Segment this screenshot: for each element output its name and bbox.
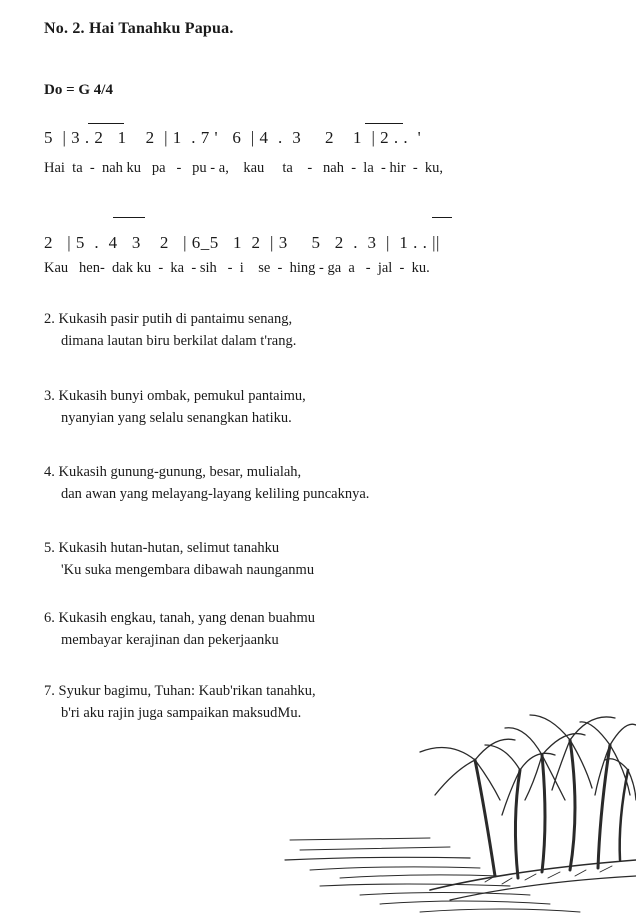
lyrics-line-1: Hai ta - nah ku pa - pu - a, kau ta - nah - la - hir - ku,: [44, 160, 444, 176]
verse-line: dimana lautan biru berkilat dalam t'rang.: [61, 333, 297, 349]
notation-overline: [365, 123, 403, 124]
verse-line: 'Ku suka mengembara dibawah naunganmu: [61, 562, 315, 578]
palm-trees-beach-illustration: [280, 700, 636, 918]
verse-line: 2. Kukasih pasir putih di pantaimu senang,: [44, 311, 293, 327]
verse-6: [44, 607, 584, 651]
notation-overline: [88, 123, 124, 124]
song-title: No. 2. Hai Tanahku Papua.: [44, 20, 234, 37]
verse-4: [44, 461, 584, 505]
verse-line: membayar kerajinan dan pekerjaanku: [61, 632, 279, 648]
verse-line: 4. Kukasih gunung-gunung, besar, mulialah,: [44, 464, 302, 480]
notation-overline: [432, 217, 452, 218]
verse-3: [44, 385, 584, 429]
notation-line-2: 2 | 5 . 4 3 2 | 6_5 1 2 | 3 5 2 . 3 | 1 . . ||: [44, 233, 440, 252]
verse-line: 7. Syukur bagimu, Tuhan: Kaub'rikan tanahku,: [44, 683, 316, 699]
verse-line: b'ri aku rajin juga sampaikan maksudMu.: [61, 705, 302, 721]
verse-line: 6. Kukasih engkau, tanah, yang denan buahmu: [44, 610, 315, 626]
verse-5: [44, 537, 584, 581]
verse-line: 5. Kukasih hutan-hutan, selimut tanahku: [44, 540, 280, 556]
key-signature: Do = G 4/4: [44, 82, 113, 98]
verse-2: [44, 308, 584, 352]
verse-line: nyanyian yang selalu senangkan hatiku.: [61, 410, 292, 426]
lyrics-line-2: Kau hen- dak ku - ka - sih - i se - hing - ga a - jal - ku.: [44, 260, 430, 276]
notation-overline: [113, 217, 145, 218]
notation-line-1: 5 | 3 . 2 1 2 | 1 . 7 ' 6 | 4 . 3 2 1 | 2 . . ': [44, 128, 422, 147]
verse-line: dan awan yang melayang-layang keliling puncaknya.: [61, 486, 370, 502]
verse-line: 3. Kukasih bunyi ombak, pemukul pantaimu,: [44, 388, 306, 404]
